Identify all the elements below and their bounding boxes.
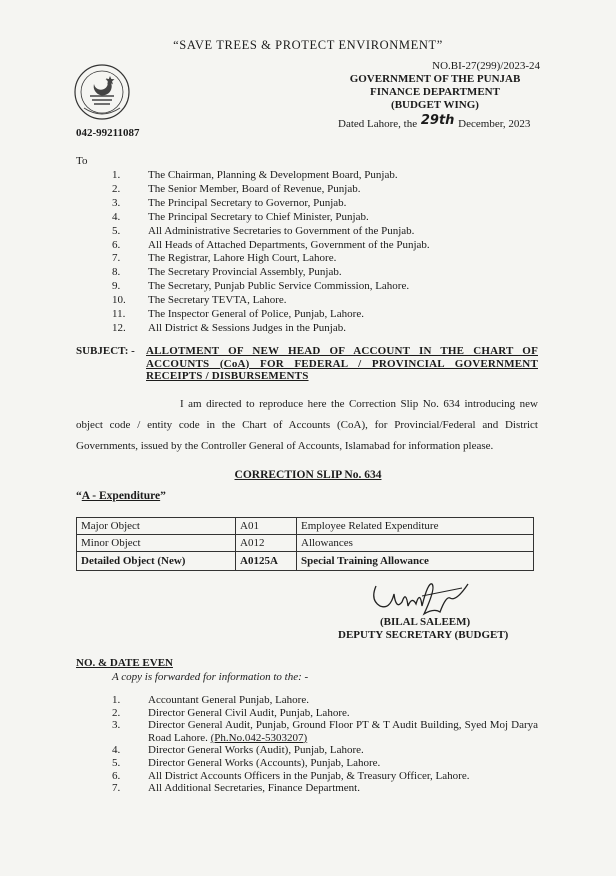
list-item: 3. The Principal Secretary to Governor, Punjab.: [112, 196, 347, 209]
slogan: “SAVE TREES & PROTECT ENVIRONMENT”: [173, 38, 443, 52]
correction-slip-title: CORRECTION SLIP No. 634: [234, 469, 382, 481]
correction-slip-table: [76, 517, 534, 571]
list-item: 2. Director General Civil Audit, Punjab, Lahore.: [112, 706, 350, 719]
signatory-name: (BILAL SALEEM): [380, 616, 471, 628]
table-row: Major Object A01 Employee Related Expenditure: [77, 518, 534, 535]
date-line: [338, 113, 531, 131]
list-item: 5. Director General Works (Accounts), Punjab, Lahore.: [112, 756, 381, 769]
list-item: 4. Director General Works (Audit), Punjab, Lahore.: [112, 744, 364, 757]
list-item: 10. The Secretary TEVTA, Lahore.: [112, 294, 287, 307]
to-label: To: [76, 155, 88, 167]
government-name: GOVERNMENT OF THE PUNJAB: [349, 73, 521, 85]
list-item: 7. The Registrar, Lahore High Court, Lahore.: [112, 252, 337, 265]
list-item: 8. The Secretary Provincial Assembly, Punjab.: [112, 266, 342, 279]
list-item: 1. The Chairman, Planning & Development Board, Punjab.: [112, 169, 398, 181]
body-paragraph: I am directed to reproduce here the Correction Slip No. 634 introducing new object code / entity code in the Chart of Accounts (CoA), for Provincial/Federal and District Governments, issued by the Controller General of Accounts, Islamabad for information please.: [76, 398, 538, 452]
table-row: Minor Object A012 Allowances: [77, 535, 534, 552]
copy-list: [112, 694, 538, 795]
government-seal-logo: [72, 62, 132, 124]
phone-reference: (Ph.No.042-5303207): [210, 731, 308, 744]
list-item: 4. The Principal Secretary to Chief Minister, Punjab.: [112, 210, 369, 223]
list-item: 6. All Heads of Attached Departments, Government of the Punjab.: [112, 238, 430, 251]
recipient-list: [112, 169, 430, 336]
list-item: 9. The Secretary, Punjab Public Service Commission, Lahore.: [112, 280, 410, 293]
list-item: 7. All Additional Secretaries, Finance Department.: [112, 782, 360, 795]
reference-number: NO.BI-27(299)/2023-24: [432, 60, 540, 72]
list-item: 2. The Senior Member, Board of Revenue, Punjab.: [112, 182, 361, 195]
date-suffix: December, 2023: [458, 118, 531, 130]
subject-text: ALLOTMENT OF NEW HEAD OF ACCOUNT IN THE CHART OF ACCOUNTS (CoA) FOR FEDERAL / PROVINCIAL GOVERNMENT RECEIPTS / DISBURSEMENTS: [146, 345, 538, 382]
department-name: FINANCE DEPARTMENT: [370, 86, 500, 98]
signatory-title: DEPUTY SECRETARY (BUDGET): [338, 629, 509, 641]
copy-forward-note: A copy is forwarded for information to the: -: [112, 671, 309, 683]
phone-number: 042-99211087: [76, 127, 140, 139]
handwritten-day: 29th: [420, 113, 455, 128]
table-row: Detailed Object (New) A0125A Special Training Allowance: [77, 552, 534, 571]
handwritten-signature: [362, 568, 482, 618]
no-date-even: NO. & DATE EVEN: [76, 657, 173, 669]
section-heading: “A - Expenditure”: [76, 490, 166, 502]
list-item: 3. Director General Audit, Punjab, Ground Floor PT & T Audit Building, Syed Moj Darya Road Lahore. (Ph.No.042-5303207): [112, 719, 538, 744]
list-item: 12. All District & Sessions Judges in the Punjab.: [112, 321, 346, 334]
subject-label: SUBJECT: -: [76, 345, 135, 357]
list-item: 1. Accountant General Punjab, Lahore.: [112, 694, 309, 706]
list-item: 5. All Administrative Secretaries to Government of the Punjab.: [112, 224, 415, 237]
list-item: 6. All District Accounts Officers in the Punjab, & Treasury Officer, Lahore.: [112, 769, 470, 782]
list-item: 11. The Inspector General of Police, Punjab, Lahore.: [112, 308, 364, 321]
date-prefix: Dated Lahore, the: [338, 118, 418, 130]
wing-name: (BUDGET WING): [391, 99, 479, 111]
letterhead: [330, 60, 540, 112]
